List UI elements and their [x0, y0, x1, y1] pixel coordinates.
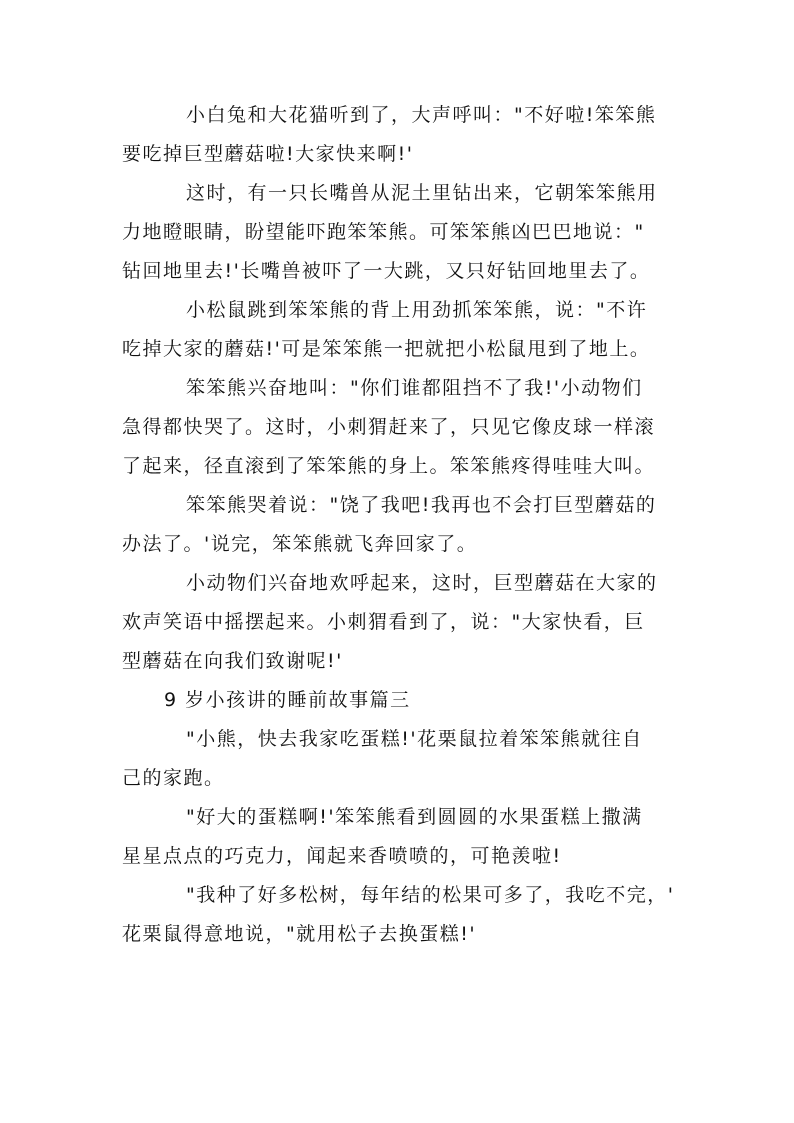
story-text [122, 96, 682, 954]
text-line: "小熊，快去我家吃蛋糕!'花栗鼠拉着笨笨熊就往自 [186, 728, 643, 750]
text-line: 小动物们兴奋地欢呼起来，这时，巨型蘑菇在大家的 [186, 572, 658, 594]
text-line: 星星点点的巧克力，闻起来香喷喷的，可艳羡啦! [122, 845, 562, 867]
text-line: 型蘑菇在向我们致谢呢!' [122, 650, 343, 672]
text-line: 这时，有一只长嘴兽从泥土里钻出来，它朝笨笨熊用 [186, 182, 658, 204]
text-line: 钻回地里去!'长嘴兽被吓了一大跳，又只好钻回地里去了。 [122, 260, 651, 282]
text-line: 小松鼠跳到笨笨熊的背上用劲抓笨笨熊，说："不许 [186, 299, 648, 321]
text-line: 小白兔和大花猫听到了，大声呼叫："不好啦!笨笨熊 [186, 104, 657, 126]
text-line: 急得都快哭了。这时，小刺猬赶来了，只见它像皮球一样滚 [122, 416, 656, 438]
text-line: 吃掉大家的蘑菇!'可是笨笨熊一把就把小松鼠甩到了地上。 [122, 338, 651, 360]
text-line: 办法了。'说完，笨笨熊就飞奔回家了。 [122, 533, 478, 555]
text-line: 力地瞪眼睛，盼望能吓跑笨笨熊。可笨笨熊凶巴巴地说：" [122, 221, 645, 243]
section-heading: 9 岁小孩讲的睡前故事篇三 [164, 689, 411, 711]
text-line: "好大的蛋糕啊!'笨笨熊看到圆圆的水果蛋糕上撒满 [186, 806, 643, 828]
text-line: 欢声笑语中摇摆起来。小刺猬看到了，说："大家快看，巨 [122, 611, 645, 633]
text-line: 笨笨熊哭着说："饶了我吧!我再也不会打巨型蘑菇的 [186, 494, 657, 516]
text-line: 己的家跑。 [122, 767, 225, 789]
text-line: 花栗鼠得意地说，"就用松子去换蛋糕!' [122, 923, 477, 945]
text-line: "我种了好多松树，每年结的松果可多了，我吃不完，' [186, 884, 675, 906]
text-line: 笨笨熊兴奋地叫："你们谁都阻挡不了我!'小动物们 [186, 377, 643, 399]
text-line: 了起来，径直滚到了笨笨熊的身上。笨笨熊疼得哇哇大叫。 [122, 455, 656, 477]
text-line: 要吃掉巨型蘑菇啦!大家快来啊!' [122, 143, 414, 165]
